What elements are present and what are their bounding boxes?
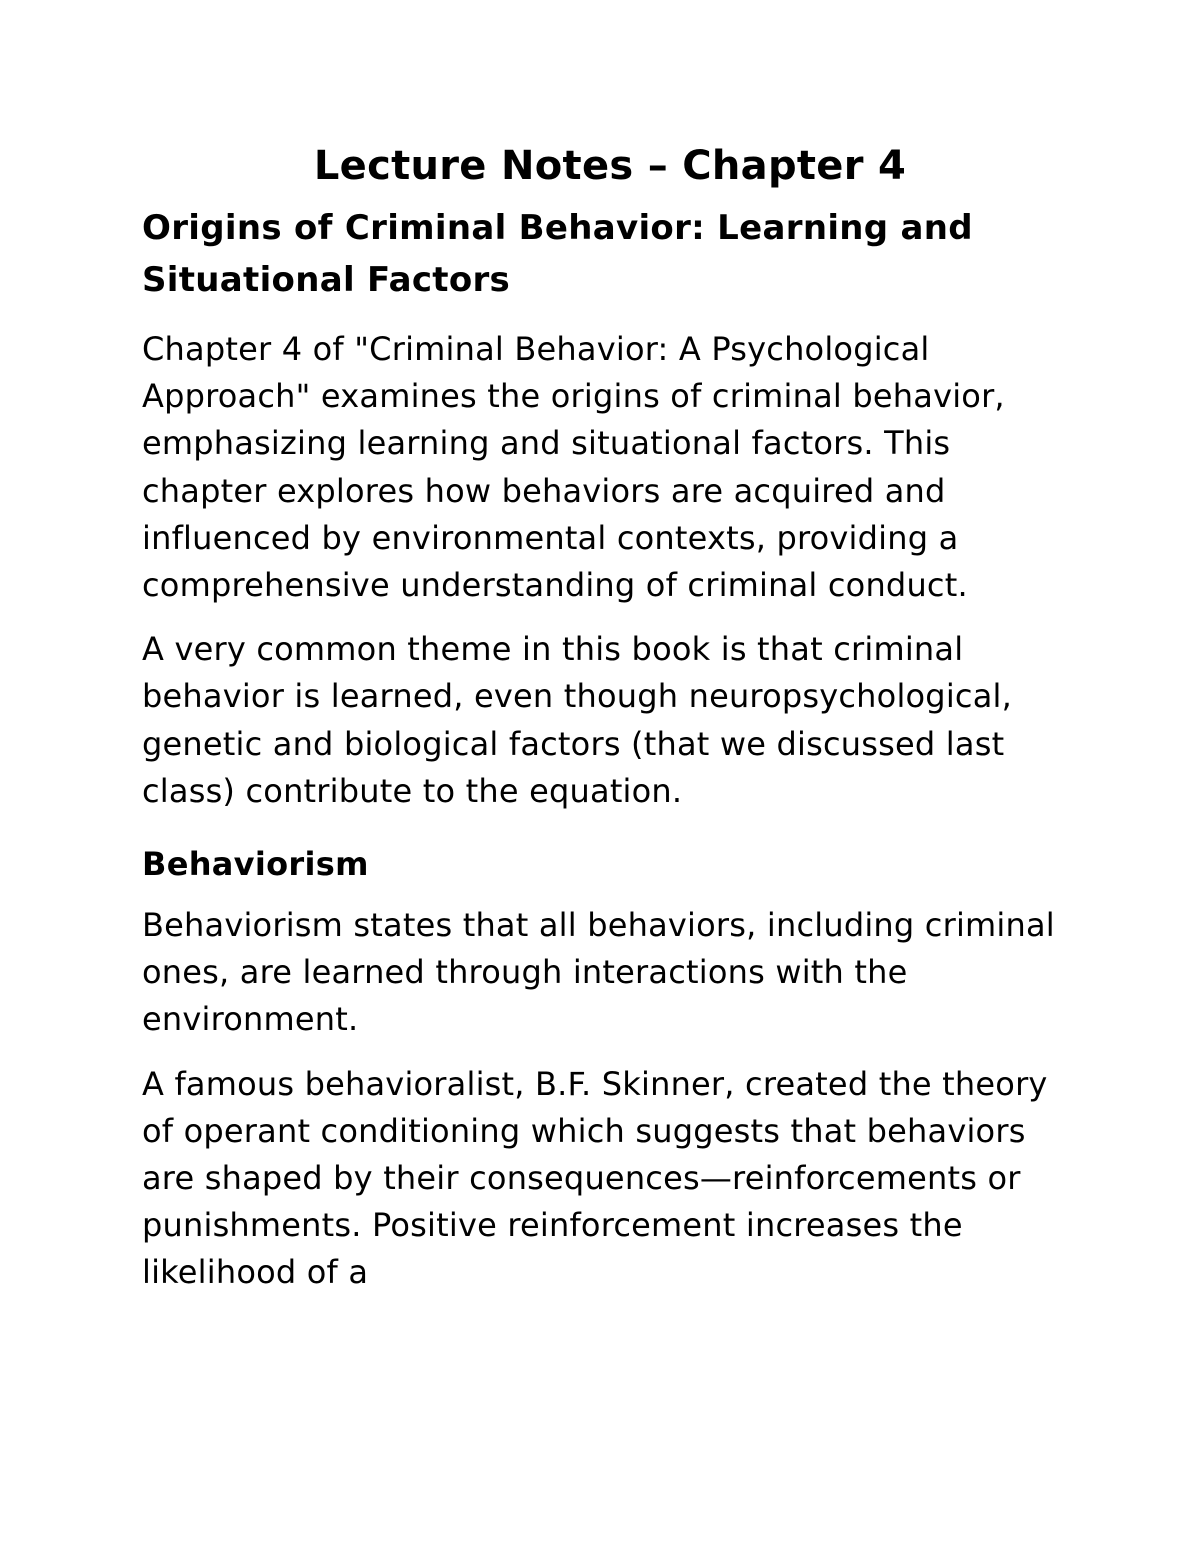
document-page: [142, 138, 1062, 1297]
behaviorism-paragraph-1: Behaviorism states that all behaviors, including criminal ones, are learned through interactions with the environment.: [142, 906, 1055, 1039]
section-heading-behaviorism: Behaviorism: [142, 845, 369, 884]
document-title: Lecture Notes – Chapter 4: [313, 143, 907, 189]
intro-paragraph-1: Chapter 4 of "Criminal Behavior: A Psychological Approach" examines the origins of criminal behavior, emphasizing learning and situational factors. This chapter explores how behaviors are acquired and influenced by environmental contexts, providing a comprehensive understanding of criminal conduct.: [142, 330, 1005, 605]
behaviorism-paragraph-2: A famous behavioralist, B.F. Skinner, created the theory of operant conditioning which suggests that behaviors are shaped by their consequences—reinforcements or punishments. Positive reinforcement increases the likelihood of a: [142, 1064, 1048, 1292]
intro-paragraph-2: A very common theme in this book is that criminal behavior is learned, even though neuropsychological, genetic and biological factors (that we discussed last class) contribute to the equation.: [142, 630, 1012, 810]
document-subtitle: Origins of Criminal Behavior: Learning and Situational Factors: [142, 208, 973, 300]
